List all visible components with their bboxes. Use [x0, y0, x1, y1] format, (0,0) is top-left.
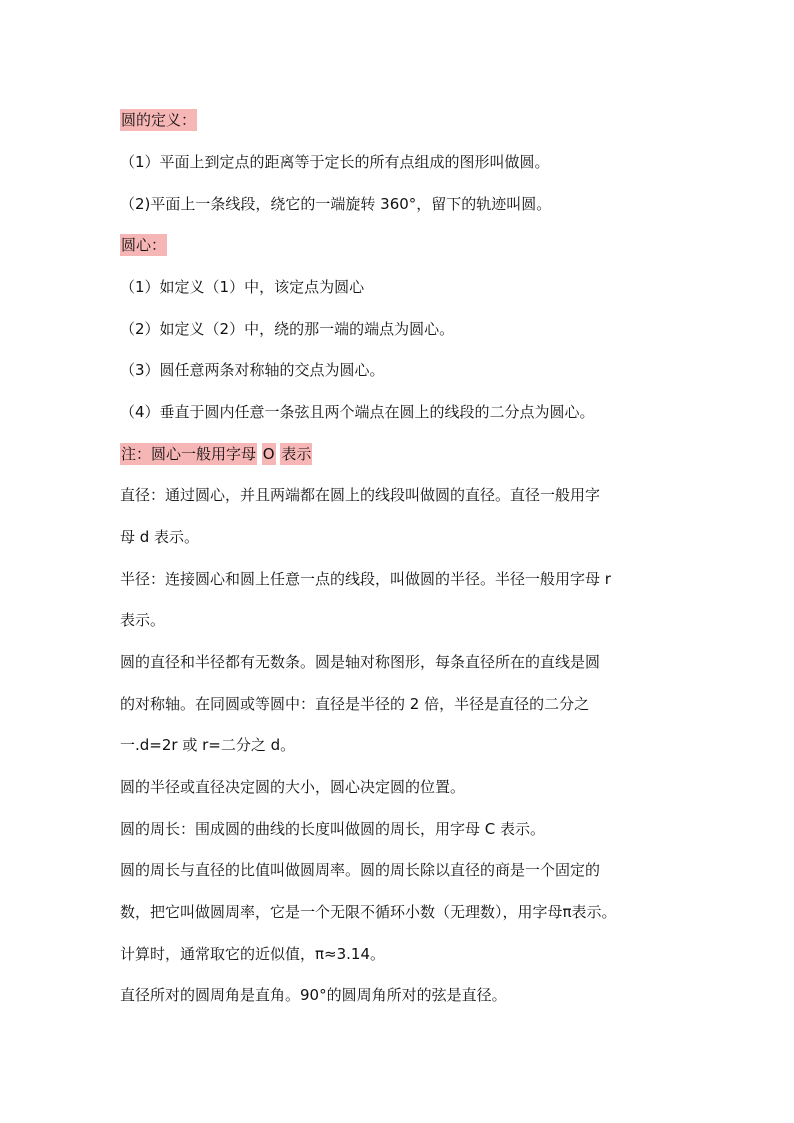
paragraph-line: 计算时，通常取它的近似值，π≈3.14。	[120, 945, 385, 963]
paragraph-line: 半径：连接圆心和圆上任意一点的线段，叫做圆的半径。半径一般用字母 r	[120, 570, 611, 588]
paragraph-line: 的对称轴。在同圆或等圆中：直径是半径的 2 倍，半径是直径的二分之	[120, 695, 590, 713]
paragraph-line: 母 d 表示。	[120, 528, 200, 546]
paragraph-line: 圆的周长：围成圆的曲线的长度叫做圆的周长，用字母 C 表示。	[120, 820, 546, 838]
paragraph-line: 圆的周长与直径的比值叫做圆周率。圆的周长除以直径的商是一个固定的	[120, 861, 601, 879]
highlight-mark: 圆的定义：	[121, 111, 197, 129]
paragraph-line: 直径：通过圆心，并且两端都在圆上的线段叫做圆的直径。直径一般用字	[120, 486, 601, 504]
highlight-mark: 注：圆心一般用字母	[121, 445, 257, 463]
paragraph-line: （1）平面上到定点的距离等于定长的所有点组成的图形叫做圆。	[120, 153, 550, 171]
paragraph-line: 表示。	[120, 611, 166, 629]
heading-circle-center	[120, 235, 167, 255]
paragraph-line: 圆的半径或直径决定圆的大小，圆心决定圆的位置。	[120, 778, 466, 796]
paragraph-line: 数，把它叫做圆周率，它是一个无限不循环小数（无理数），用字母π表示。	[120, 903, 617, 921]
paragraph-line: （1）如定义（1）中，该定点为圆心	[120, 278, 365, 296]
paragraph-line: （4）垂直于圆内任意一条弦且两个端点在圆上的线段的二分点为圆心。	[120, 403, 595, 421]
highlight-mark: O	[262, 445, 275, 463]
note-line	[120, 444, 312, 464]
paragraph-line: （2）如定义（2）中，绕的那一端的端点为圆心。	[120, 320, 455, 338]
highlight-mark: 圆心：	[121, 236, 167, 254]
paragraph-line: 圆的直径和半径都有无数条。圆是轴对称图形，每条直径所在的直线是圆	[120, 653, 601, 671]
heading-circle-definition	[120, 110, 197, 130]
paragraph-line: （2)平面上一条线段，绕它的一端旋转 360°，留下的轨迹叫圆。	[120, 195, 552, 213]
paragraph-line: （3）圆任意两条对称轴的交点为圆心。	[120, 361, 385, 379]
paragraph-line: 一.d=2r 或 r=二分之 d。	[120, 736, 296, 754]
paragraph-line: 直径所对的圆周角是直角。90°的圆周角所对的弦是直径。	[120, 986, 507, 1004]
highlight-mark: 表示	[281, 445, 312, 463]
